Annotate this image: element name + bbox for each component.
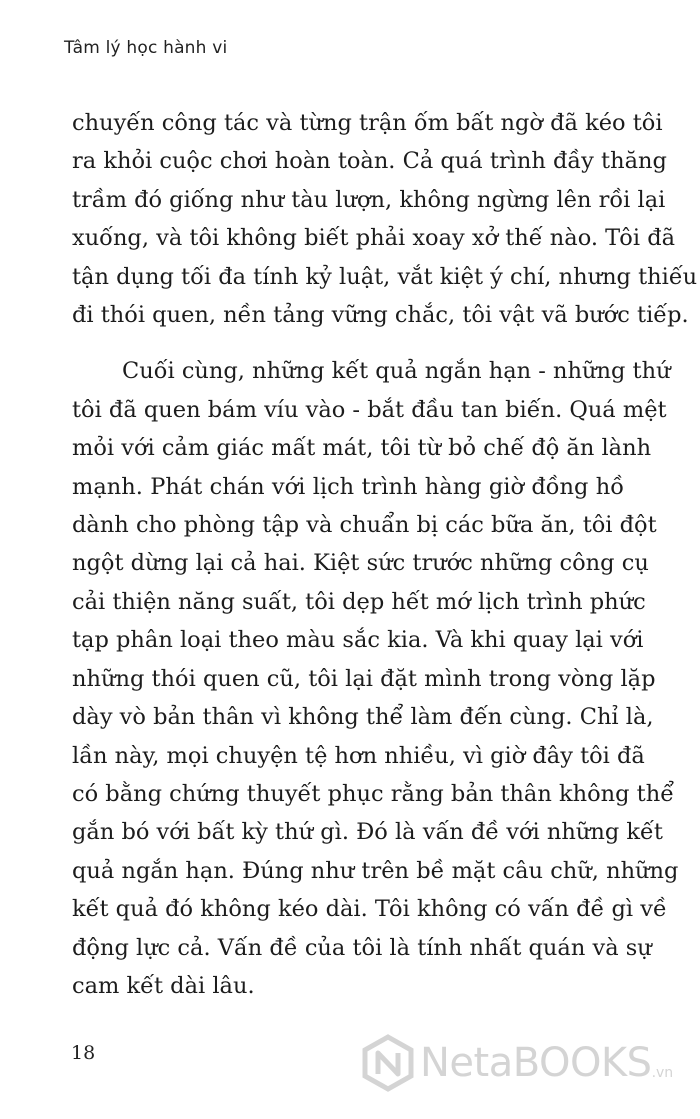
page-number: 18 bbox=[71, 1042, 96, 1064]
text-line: quả ngắn hạn. Đúng như trên bề mặt câu chữ, những bbox=[72, 857, 679, 884]
netabooks-logo-icon bbox=[358, 1033, 418, 1093]
text-line: dành cho phòng tập và chuẩn bị các bữa ăn, tôi đột bbox=[72, 512, 657, 539]
text-line: mạnh. Phát chán với lịch trình hàng giờ đồng hồ bbox=[72, 473, 624, 500]
running-header: Tâm lý học hành vi bbox=[64, 38, 228, 58]
text-line: có bằng chứng thuyết phục rằng bản thân không thể bbox=[72, 780, 675, 807]
text-line: đi thói quen, nền tảng vững chắc, tôi vật vã bước tiếp. bbox=[72, 302, 689, 329]
paragraph bbox=[72, 104, 698, 334]
text-line: trầm đó giống như tàu lượn, không ngừng lên rồi lại bbox=[72, 186, 666, 213]
paragraph bbox=[72, 352, 679, 1005]
watermark-suffix: .vn bbox=[651, 1065, 674, 1081]
text-line: lần này, mọi chuyện tệ hơn nhiều, vì giờ đây tôi đã bbox=[72, 742, 645, 769]
text-line: ngột dừng lại cả hai. Kiệt sức trước những công cụ bbox=[72, 550, 649, 577]
watermark-brand: NetaBOOKS bbox=[420, 1040, 652, 1086]
text-line: tôi đã quen bám víu vào - bắt đầu tan biến. Quá mệt bbox=[72, 396, 667, 423]
text-line: Cuối cùng, những kết quả ngắn hạn - những thứ bbox=[122, 358, 671, 385]
text-line: kết quả đó không kéo dài. Tôi không có vấn đề gì về bbox=[72, 896, 667, 923]
text-line: dày vò bản thân vì không thể làm đến cùng. Chỉ là, bbox=[72, 704, 654, 731]
text-line: gắn bó với bất kỳ thứ gì. Đó là vấn đề với những kết bbox=[72, 819, 663, 846]
text-line: động lực cả. Vấn đề của tôi là tính nhất quán và sự bbox=[72, 934, 652, 961]
watermark bbox=[358, 1031, 673, 1095]
text-line: ra khỏi cuộc chơi hoàn toàn. Cả quá trình đầy thăng bbox=[72, 148, 667, 175]
text-line: mỏi với cảm giác mất mát, tôi từ bỏ chế độ ăn lành bbox=[72, 435, 652, 462]
text-line: tận dụng tối đa tính kỷ luật, vắt kiệt ý chí, nhưng thiếu bbox=[72, 263, 698, 290]
text-line: tạp phân loại theo màu sắc kia. Và khi quay lại với bbox=[72, 627, 644, 654]
text-line: những thói quen cũ, tôi lại đặt mình trong vòng lặp bbox=[72, 665, 656, 692]
text-line: xuống, và tôi không biết phải xoay xở thế nào. Tôi đã bbox=[72, 225, 676, 252]
text-line: chuyến công tác và từng trận ốm bất ngờ đã kéo tôi bbox=[72, 110, 663, 136]
text-line: cải thiện năng suất, tôi dẹp hết mớ lịch trình phức bbox=[72, 588, 646, 615]
body-text bbox=[72, 104, 698, 1005]
text-line: cam kết dài lâu. bbox=[72, 972, 255, 999]
